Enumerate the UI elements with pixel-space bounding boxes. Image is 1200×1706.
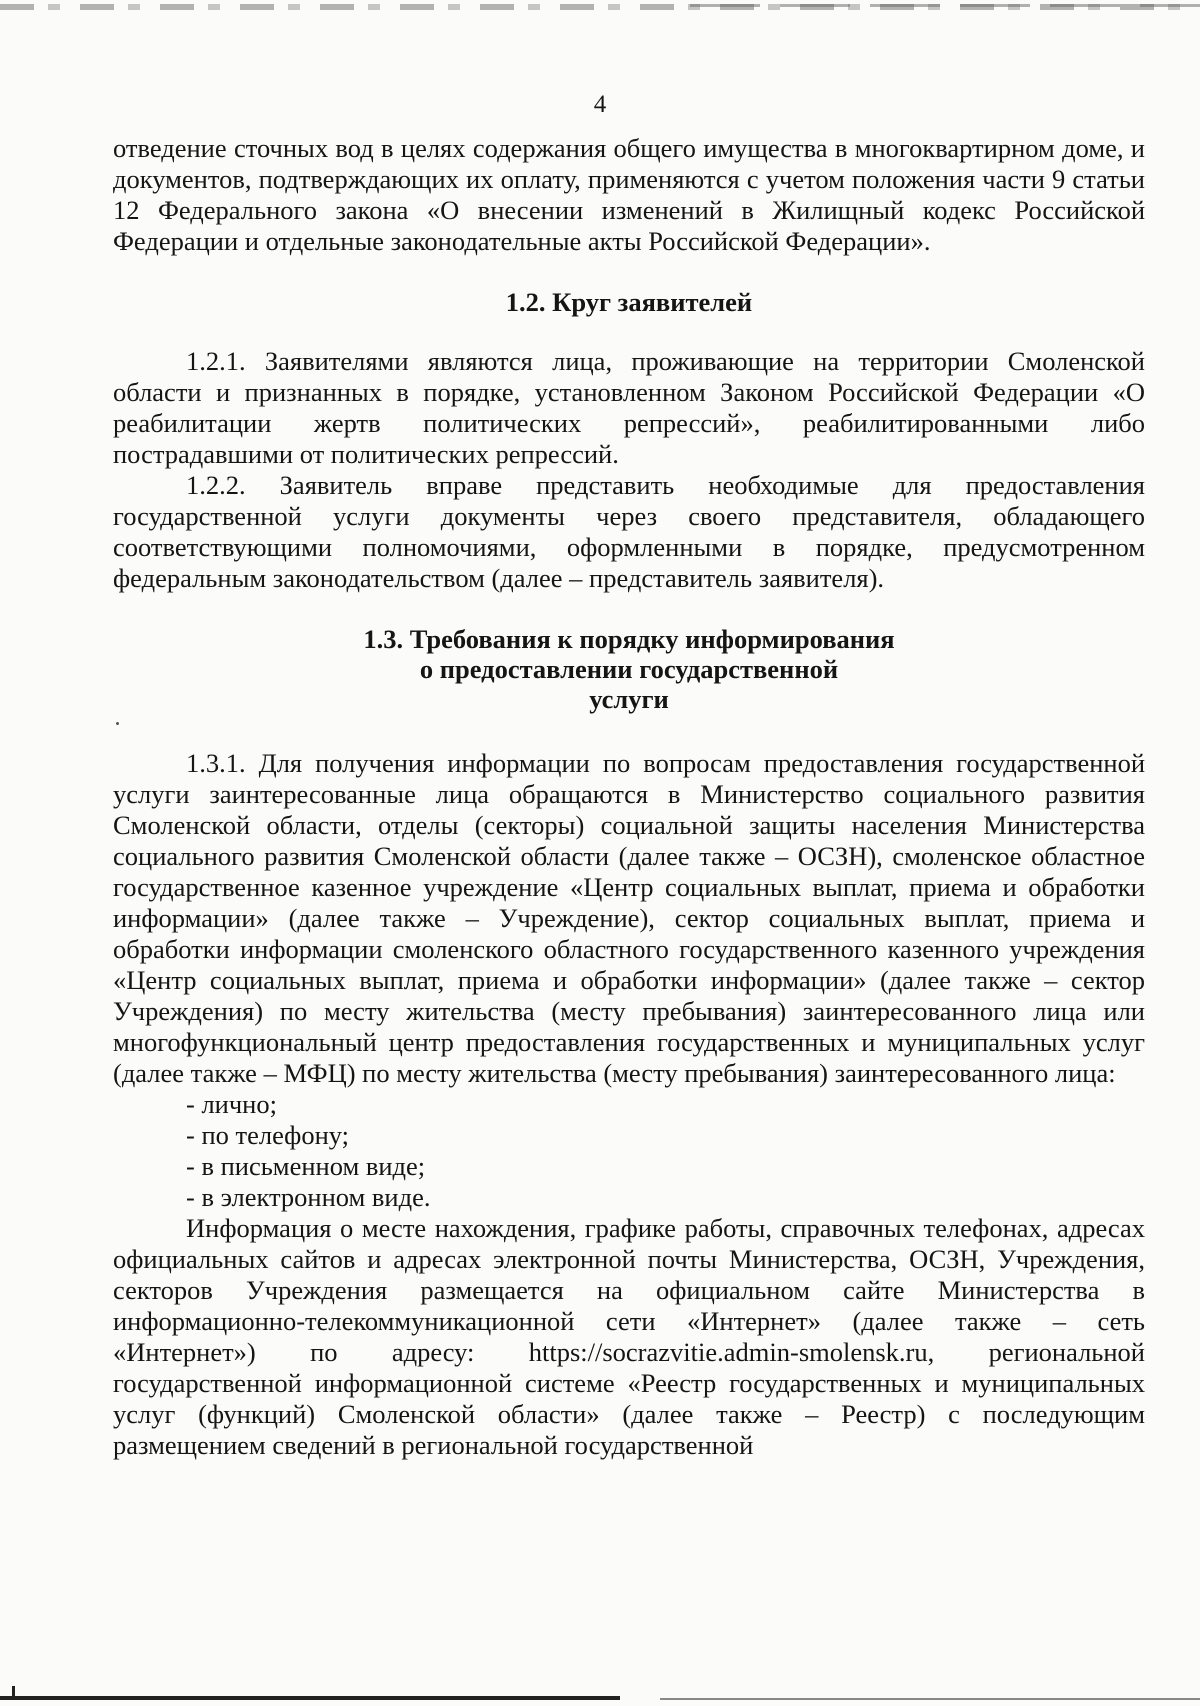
list-item: - по телефону;	[186, 1120, 350, 1150]
section-heading-1-2: 1.2. Круг заявителей	[505, 287, 753, 317]
paragraph-1-3-1: 1.3.1. Для получения информации по вопросам предоставления государственной услуги заинтересованные лица обращаются в Министерство социального развития Смоленской области, отделы (секторы) социальной защиты населения Министерства социального развития Смоленской области (далее также – ОСЗН), смоленское областное государственное казенное учреждение «Центр социальных выплат, приема и обработки информации» (далее также – Учреждение), сектор социальных выплат, приема и обработки информации смоленского областного государственного казенного учреждения «Центр социальных выплат, приема и обработки информации» (далее также – сектор Учреждения) по месту жительства (месту пребывания) заинтересованного лица или многофункциональный центр предоставления государственных и муниципальных услуг (далее также – МФЦ) по месту жительства (месту пребывания) заинтересованного лица:	[113, 748, 1145, 1088]
paragraph-1-2-1: 1.2.1. Заявителями являются лица, проживающие на территории Смоленской области и признанных в порядке, установленном Законом Российской Федерации «О реабилитации жертв политических репрессий», реабилитированными либо пострадавшими от политических репрессий.	[113, 346, 1145, 469]
intro-paragraph: отведение сточных вод в целях содержания общего имущества в многоквартирном доме, и документов, подтверждающих их оплату, применяются с учетом положения части 9 статьи 12 Федерального закона «О внесении изменений в Жилищный кодекс Российской Федерации и отдельные законодательные акты Российской Федерации».	[113, 133, 1145, 256]
contact-methods-list	[113, 1089, 1145, 1213]
list-item: - лично;	[186, 1089, 277, 1119]
section-heading-1-3	[113, 624, 1145, 714]
paragraph-information-placement: Информация о месте нахождения, графике работы, справочных телефонах, адресах официальных сайтов и адресах электронной почты Министерства, ОСЗН, Учреждения, секторов Учреждения размещается на официальном сайте Министерства в информационно-телекоммуникационной сети «Интернет» (далее также – сеть «Интернет») по адресу: https://socrazvitie.admin-smolensk.ru, региональной государственной информационной системе «Реестр государственных и муниципальных услуг (функций) Смоленской области» (далее также – Реестр) с последующим размещением сведений в региональной государственной	[113, 1213, 1145, 1460]
paragraph-1-2-2: 1.2.2. Заявитель вправе представить необходимые для предоставления государственной услуги документы через своего представителя, обладающего соответствующими полномочиями, оформленными в порядке, предусмотренном федеральным законодательством (далее – представитель заявителя).	[113, 470, 1145, 593]
list-item: - в электронном виде.	[186, 1182, 431, 1212]
heading-line: услуги	[589, 684, 669, 714]
heading-line: о предоставлении государственной	[419, 654, 839, 684]
page-number: 4	[593, 91, 607, 118]
scan-edge-top-right	[690, 4, 1200, 7]
list-item: - в письменном виде;	[186, 1151, 426, 1181]
document-body	[113, 133, 1145, 1461]
scan-edge-bottom	[0, 1686, 1200, 1700]
heading-line: 1.3. Требования к порядку информирования	[363, 624, 895, 654]
